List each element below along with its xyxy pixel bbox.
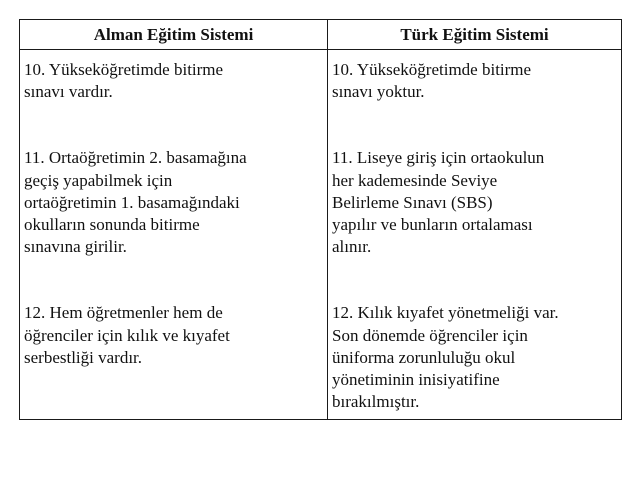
turkish-system-cell [328, 50, 622, 420]
item-line: 10. Yükseköğretimde bitirme [24, 60, 224, 79]
comparison-table [19, 19, 622, 420]
item-line: yönetiminin inisiyatifine [332, 370, 500, 390]
header-row [20, 20, 622, 50]
item-line: 12. Kılık kıyafet yönetmeliği var. [332, 303, 559, 323]
item-line: 11. Liseye giriş için ortaokulun [332, 148, 545, 168]
item-line: alınır. [332, 237, 372, 257]
item-line: 11. Ortaöğretimin 2. basamağına [24, 148, 247, 168]
item-line: sınavı vardır. [24, 82, 113, 102]
item-line: sınavı yoktur. [332, 82, 425, 102]
list-item [24, 59, 323, 103]
item-line: Son dönemde öğrenciler için [332, 325, 528, 345]
item-line: serbestliği vardır. [24, 347, 143, 367]
item-line: geçiş yapabilmek için [24, 170, 173, 190]
item-line: 12. Hem öğretmenler hem de [24, 303, 223, 323]
header-german-system: Alman Eğitim Sistemi [20, 20, 328, 50]
item-line: okulların sonunda bitirme [24, 215, 200, 235]
item-line: 10. Yükseköğretimde bitirme [332, 60, 532, 79]
list-item [24, 147, 323, 258]
header-turkish-system: Türk Eğitim Sistemi [328, 20, 622, 50]
table-row [20, 50, 622, 420]
item-line: her kademesinde Seviye [332, 170, 498, 190]
item-line: öğrenciler için kılık ve kıyafet [24, 325, 230, 345]
item-line: Belirleme Sınavı (SBS) [332, 192, 493, 212]
item-line: yapılır ve bunların ortalaması [332, 215, 533, 235]
list-item [332, 59, 617, 103]
item-line: bırakılmıştır. [332, 392, 420, 412]
list-item [24, 302, 323, 369]
item-line: üniforma zorunluluğu okul [332, 347, 516, 367]
german-system-cell [20, 50, 328, 420]
item-line: ortaöğretimin 1. basamağındaki [24, 192, 240, 212]
item-line: sınavına girilir. [24, 237, 127, 257]
list-item [332, 302, 617, 413]
list-item [332, 147, 617, 258]
